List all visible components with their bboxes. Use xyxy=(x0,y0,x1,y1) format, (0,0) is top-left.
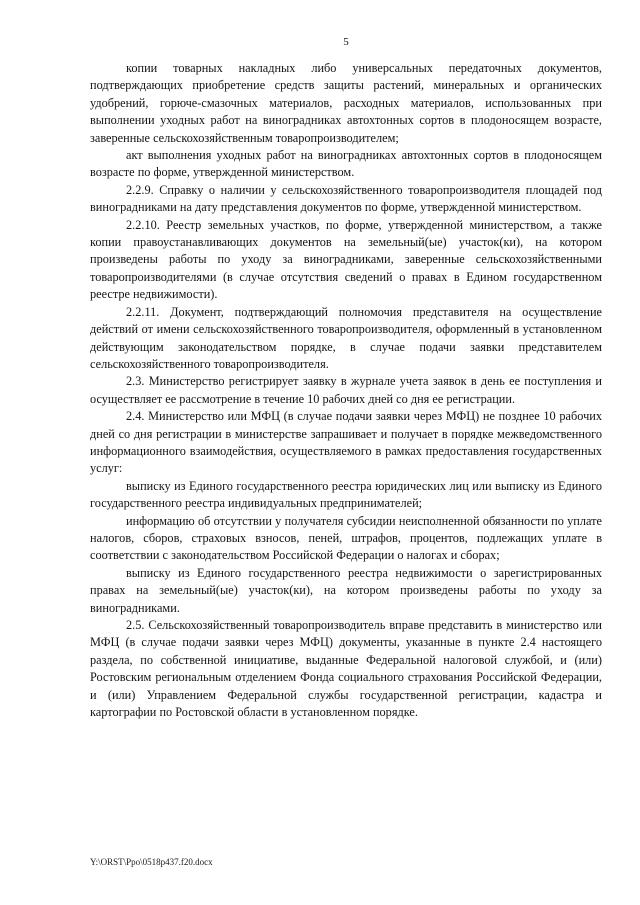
paragraph-2-3: 2.3. Министерство регистрирует заявку в журнале учета заявок в день ее поступления и осуществляет ее рассмотрение в течение 10 рабочих дней со дня ее регистрации. xyxy=(90,374,602,406)
paragraph-2-2-9: 2.2.9. Справку о наличии у сельскохозяйственного товаропроизводителя площадей под виноградниками на дату представления документов по форме, утвержденной министерством. xyxy=(90,182,602,215)
paragraph-tax-info: информацию об отсутствии у получателя субсидии неисполненной обязанности по уплате налогов, сборов, страховых взносов, пеней, штрафов, процентов, подлежащих уплате в соответствии с законодательством Российской Федерации о налогах и сборах; xyxy=(90,513,602,563)
paragraph-egrn-extract: выписку из Единого государственного реестра недвижимости о зарегистрированных правах на земельный(ые) участок(ки), на котором произведены работы по уходу за виноградниками. xyxy=(90,565,602,615)
file-path-footer: Y:\ORST\Ppo\0518p437.f20.docx xyxy=(90,857,213,867)
paragraph-2-4: 2.4. Министерство или МФЦ (в случае подачи заявки через МФЦ) не позднее 10 рабочих дней со дня регистрации в министерстве запрашивает и получает в порядке межведомственного информационного взаимодействия, осуществляемого в рамках предоставления государственных услуг: xyxy=(90,409,602,476)
paragraph-invoices: копии товарных накладных либо универсальных передаточных документов, подтверждающих приобретение средств защиты растений, минеральных и органических удобрений, горюче-смазочных материалов, расходных материалов, использованных при выполнении уходных работ на виноградниках автохтонных сортов в плодоносящем возрасте, заверенные сельскохозяйственным товаропроизводителем; xyxy=(90,61,602,145)
page-number: 5 xyxy=(343,36,349,48)
paragraph-2-2-10: 2.2.10. Реестр земельных участков, по форме, утвержденной министерством, а также копии правоустанавливающих документов на земельный(ые) участок(ки), на котором произведены работы по уходу за виноградниками, заверенные сельскохозяйственными товаропроизводителями (в случае отсутствия сведений о правах в Едином государственном реестре недвижимости). xyxy=(90,217,602,302)
paragraph-2-2-11: 2.2.11. Документ, подтверждающий полномочия представителя на осуществление действий от имени сельскохозяйственного товаропроизводителя, оформленный в установленном действующим законодательством порядке, в случае подачи заявки представителем сельскохозяйственного товаропроизводителя. xyxy=(90,304,602,371)
document-body xyxy=(90,60,602,721)
paragraph-egrul-extract: выписку из Единого государственного реестра юридических лиц или выписку из Единого государственного реестра индивидуальных предпринимателей; xyxy=(90,478,602,511)
paragraph-2-5: 2.5. Сельскохозяйственный товаропроизводитель вправе представить в министерство или МФЦ (в случае подачи заявки через МФЦ) документы, указанные в пункте 2.4 настоящего раздела, по собственной инициативе, выданные Федеральной налоговой службой, и (или) Ростовским региональным отделением Фонда социального страхования Российской Федерации, и (или) Управлением Федеральной службы государственной регистрации, кадастра и картографии по Ростовской области в установленном порядке. xyxy=(90,618,602,720)
paragraph-work-act: акт выполнения уходных работ на виноградниках автохтонных сортов в плодоносящем возрасте по форме, утвержденной министерством. xyxy=(90,148,602,180)
